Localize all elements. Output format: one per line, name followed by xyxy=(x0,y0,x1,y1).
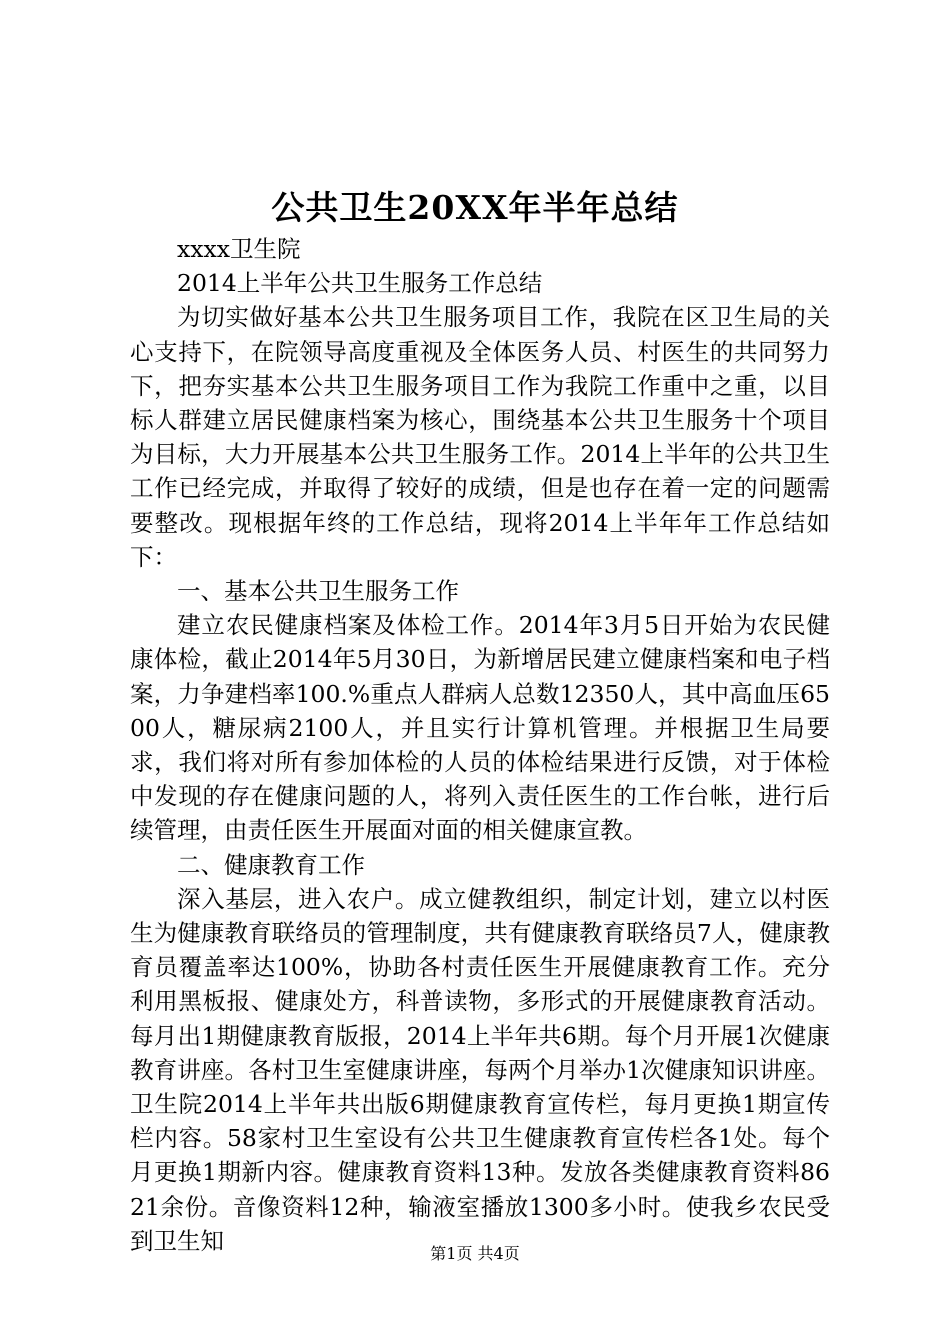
page-footer: 第1页 共4页 xyxy=(430,1244,520,1263)
section-1-paragraph: 建立农民健康档案及体检工作。2014年3月5日开始为农民健康体检，截止2014年5月30日，为新增居民建立健康档案和电子档案，力争建档率100.%重点人群病人总数12350人，其中高血压6500人，糖尿病2100人，并且实行计算机管理。并根据卫生局要求，我们将对所有参加体检的人员的体检结果进行反馈，对于体检中发现的存在健康问题的人，将列入责任医生的工作台帐，进行后续管理，由责任医生开展面对面的相关健康宣教。 xyxy=(130,611,830,845)
section-heading-1: 一、基本公共卫生服务工作 xyxy=(177,577,459,606)
document-title: 公共卫生20XX年半年总结 xyxy=(271,188,679,227)
document-body xyxy=(130,232,830,1258)
section-heading-2: 二、健康教育工作 xyxy=(177,850,365,879)
organization-line: xxxx卫生院 xyxy=(177,235,301,263)
section-2-paragraph: 深入基层，进入农户。成立健教组织，制定计划，建立以村医生为健康教育联络员的管理制度，共有健康教育联络员7人，健康教育员覆盖率达100%，协助各村责任医生开展健康教育工作。充分利用黑板报、健康处方，科普读物，多形式的开展健康教育活动。每月出1期健康教育版报，2014上半年共6期。每个月开展1次健康教育讲座。各村卫生室健康讲座，每两个月举办1次健康知识讲座。卫生院2014上半年共出版6期健康教育宣传栏，每月更换1期宣传栏内容。58家村卫生室设有公共卫生健康教育宣传栏各1处。每个月更换1期新内容。健康教育资料13种。发放各类健康教育资料8621余份。音像资料12种，输液室播放1300多小时。使我乡农民受到卫生知 xyxy=(130,884,830,1255)
intro-paragraph: 为切实做好基本公共卫生服务项目工作，我院在区卫生局的关心支持下，在院领导高度重视及全体医务人员、村医生的共同努力下，把夯实基本公共卫生服务项目工作为我院工作重中之重，以目标人群建立居民健康档案为核心，围绕基本公共卫生服务十个项目为目标，大力开展基本公共卫生服务工作。2014上半年的公共卫生工作已经完成，并取得了较好的成绩，但是也存在着一定的问题需要整改。现根据年终的工作总结，现将2014上半年年工作总结如下： xyxy=(130,303,830,571)
report-subtitle: 2014上半年公共卫生服务工作总结 xyxy=(177,269,543,298)
